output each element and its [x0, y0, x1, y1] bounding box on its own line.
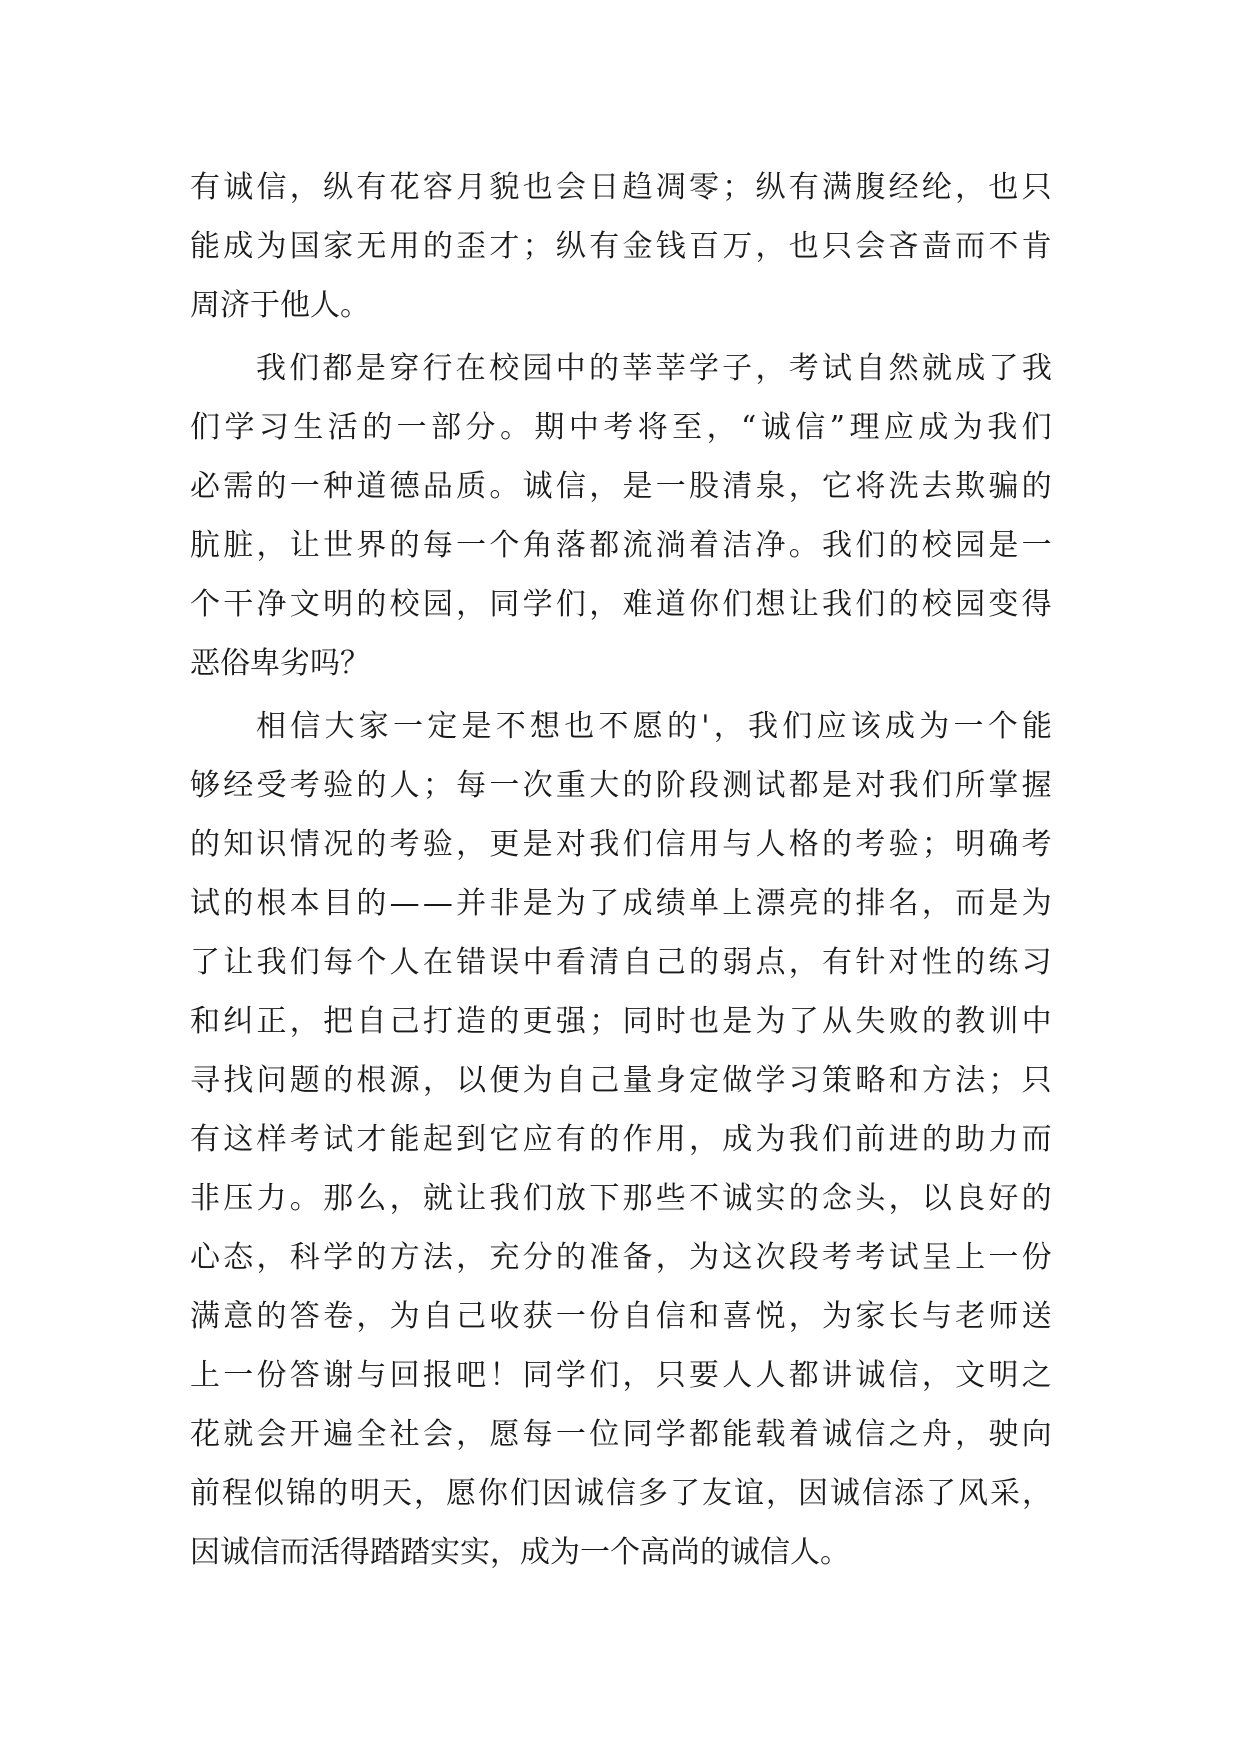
text-line: 花 就 会 开 遍 全 社 会 ， 愿 每 一 位 同 学 都 能 载 着 诚 信 之 舟 ， 驶 向 [190, 1417, 1052, 1452]
text-line: 有 这 样 考 试 才 能 起 到 它 应 有 的 作 用 ， 成 为 我 们 前 进 的 助 力 而 [190, 1122, 1052, 1157]
paragraph [190, 339, 1052, 693]
text-line: 必 需 的 一 种 道 德 品 质 。 诚 信 ， 是 一 股 清 泉 ， 它 将 洗 去 欺 骗 的 [190, 469, 1052, 504]
text-line: 前 程 似 锦 的 明 天 ， 愿 你 们 因 诚 信 多 了 友 谊 ， 因 诚 信 添 了 风 采 ， [190, 1476, 1052, 1511]
text-line: 恶俗卑劣吗？ [190, 646, 370, 681]
text-line: 我 们 都 是 穿 行 在 校 园 中 的 莘 莘 学 子 ， 考 试 自 然 就 成 了 我 [256, 351, 1052, 386]
text-line: 因诚信而活得踏踏实实，成为一个高尚的诚信人。 [190, 1535, 850, 1570]
text-line: 的 知 识 情 况 的 考 验 ， 更 是 对 我 们 信 用 与 人 格 的 考 验 ； 明 确 考 [190, 827, 1052, 862]
text-line: 寻 找 问 题 的 根 源 ， 以 便 为 自 己 量 身 定 做 学 习 策 略 和 方 法 ； 只 [190, 1063, 1052, 1098]
text-line: 个 干 净 文 明 的 校 园 ， 同 学 们 ， 难 道 你 们 想 让 我 们 的 校 园 变 得 [190, 587, 1052, 622]
text-line: 试 的 根 本 目 的 — — 并 非 是 为 了 成 绩 单 上 漂 亮 的 排 名 ， 而 是 为 [190, 886, 1052, 921]
text-line: 相 信 大 家 一 定 是 不 想 也 不 愿 的 ' ， 我 们 应 该 成 为 一 个 能 [256, 709, 1052, 744]
text-line: 非 压 力 。 那 么 ， 就 让 我 们 放 下 那 些 不 诚 实 的 念 头 ， 以 良 好 的 [190, 1181, 1052, 1216]
text-line: 满 意 的 答 卷 ， 为 自 己 收 获 一 份 自 信 和 喜 悦 ， 为 家 长 与 老 师 送 [190, 1299, 1052, 1334]
text-line: 和 纠 正 ， 把 自 己 打 造 的 更 强 ； 同 时 也 是 为 了 从 失 败 的 教 训 中 [190, 1004, 1052, 1039]
text-line: 能 成 为 国 家 无 用 的 歪 才 ； 纵 有 金 钱 百 万 ， 也 只 会 吝 啬 而 不 肯 [190, 229, 1052, 264]
text-line: 周济于他人。 [190, 288, 370, 323]
paragraph [190, 697, 1052, 1582]
text-line: 们 学 习 生 活 的 一 部 分 。 期 中 考 将 至 ， “ 诚 信 ” 理 应 成 为 我 们 [190, 410, 1052, 445]
paragraph [190, 158, 1052, 335]
text-line: 有 诚 信 ， 纵 有 花 容 月 貌 也 会 日 趋 凋 零 ； 纵 有 满 腹 经 纶 ， 也 只 [190, 170, 1052, 205]
text-line: 了 让 我 们 每 个 人 在 错 误 中 看 清 自 己 的 弱 点 ， 有 针 对 性 的 练 习 [190, 945, 1052, 980]
text-line: 肮 脏 ， 让 世 界 的 每 一 个 角 落 都 流 淌 着 洁 净 。 我 们 的 校 园 是 一 [190, 528, 1052, 563]
text-line: 够 经 受 考 验 的 人 ； 每 一 次 重 大 的 阶 段 测 试 都 是 对 我 们 所 掌 握 [190, 768, 1052, 803]
text-line: 上 一 份 答 谢 与 回 报 吧 ！ 同 学 们 ， 只 要 人 人 都 讲 诚 信 ， 文 明 之 [190, 1358, 1052, 1393]
text-line: 心 态 ， 科 学 的 方 法 ， 充 分 的 准 备 ， 为 这 次 段 考 考 试 呈 上 一 份 [190, 1240, 1052, 1275]
document-page [190, 158, 1052, 1582]
